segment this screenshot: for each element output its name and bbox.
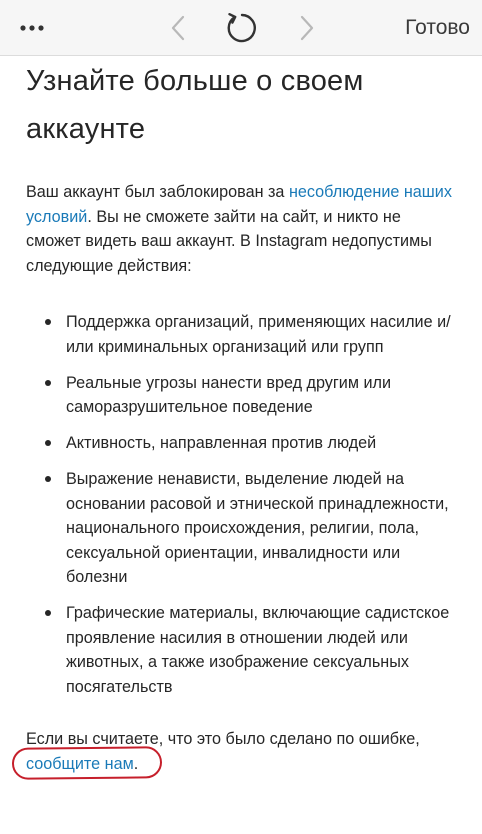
intro-paragraph: [26, 180, 456, 278]
outro-paragraph: [26, 727, 456, 776]
more-horizontal-icon[interactable]: [14, 0, 50, 56]
list-item: [26, 371, 456, 420]
chevron-right-icon[interactable]: [289, 0, 325, 56]
list-item: [26, 467, 456, 590]
browser-toolbar: [0, 0, 482, 56]
list-item: [26, 310, 456, 359]
reload-icon[interactable]: [220, 0, 264, 56]
done-button[interactable]: Готово: [405, 16, 470, 39]
list-item-text: Активность, направленная против людей: [66, 434, 377, 452]
bullet-icon: [45, 380, 51, 386]
highlight-oval: [12, 746, 162, 780]
page-title: Узнайте больше о своем аккаунте: [26, 65, 364, 145]
intro-text-before: Ваш аккаунт был заблокирован за: [26, 183, 289, 201]
report-link[interactable]: сообщите нам: [26, 754, 134, 773]
list-item-text: Выражение ненависти, выделение людей на основании расовой и этнической принадлежности, национального происхождения, религии, пола, сексуальной ориентации, инвалидности или болезни: [66, 470, 449, 586]
chevron-left-icon[interactable]: [160, 0, 196, 56]
page-content: [26, 56, 456, 776]
list-item-text: Графические материалы, включающие садистское проявление насилия в отношении людей или животных, а также изображение сексуальных посягательств: [66, 604, 450, 696]
outro-period: .: [133, 754, 139, 773]
prohibited-actions-list: [26, 310, 456, 699]
report-link-highlight: [26, 752, 142, 777]
intro-text-after: . Вы не сможете зайти на сайт, и никто не сможет видеть ваш аккаунт. В Instagram недопустимы следующие действия:: [26, 207, 432, 275]
bullet-icon: [45, 440, 51, 446]
list-item: [26, 601, 456, 699]
list-item: [26, 431, 456, 456]
list-item-text: Реальные угрозы нанести вред другим или саморазрушительное поведение: [66, 373, 392, 416]
outro-text: Если вы считаете, что это было сделано по ошибке,: [26, 730, 420, 748]
terms-link[interactable]: несоблюдение наших условий: [26, 183, 452, 226]
bullet-icon: [45, 476, 51, 482]
bullet-icon: [45, 610, 51, 616]
list-item-text: Поддержка организаций, применяющих насилие и/или криминальных организаций или групп: [66, 313, 451, 356]
bullet-icon: [45, 319, 51, 325]
